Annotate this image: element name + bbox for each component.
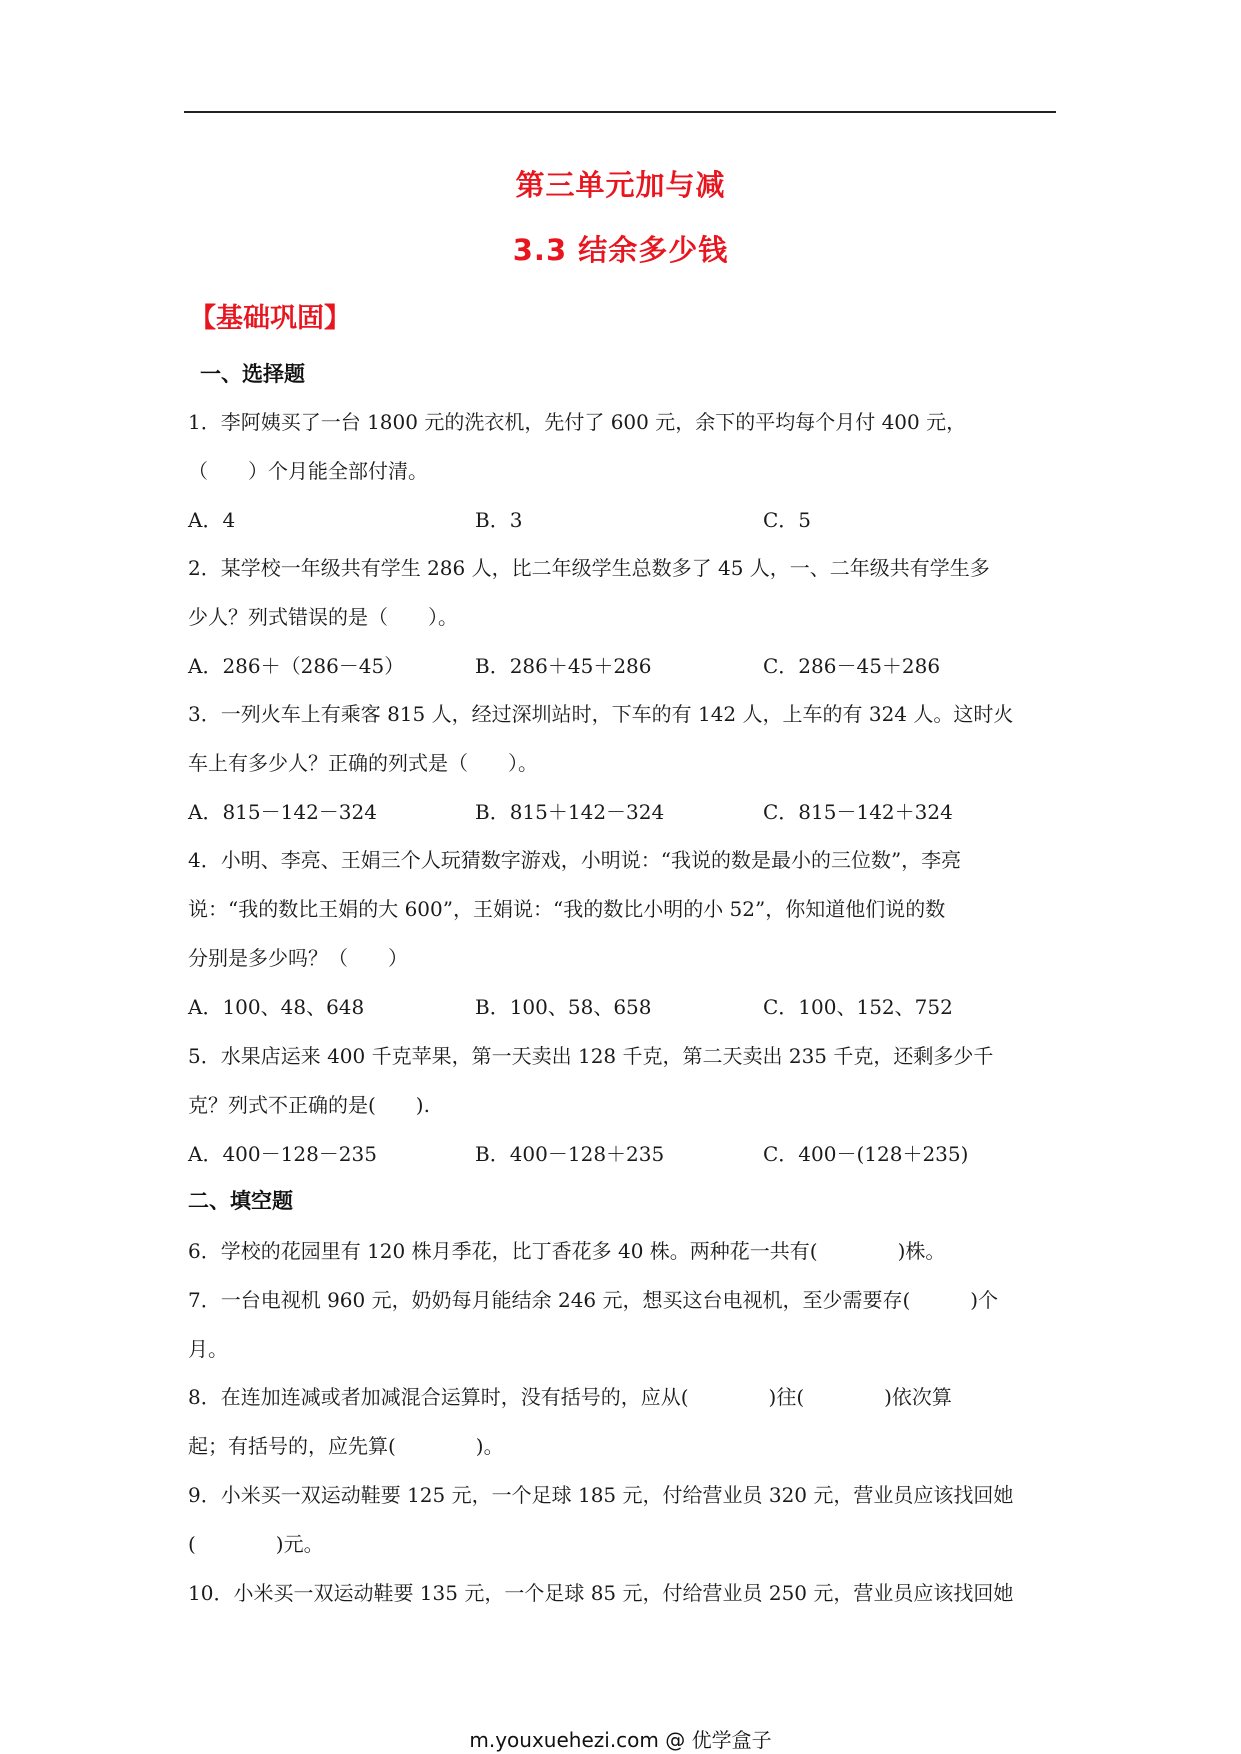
header-rule [184,111,1056,113]
q5-option-c: C．400－(128＋235) [763,1142,969,1166]
q2-line-2: 少人？列式错误的是（ ）。 [188,605,458,629]
q6-line-1: 6．学校的花园里有 120 株月季花，比丁香花多 40 株。两种花一共有( )株。 [188,1239,946,1263]
q3-line-1: 3．一列火车上有乘客 815 人，经过深圳站时，下车的有 142 人，上车的有 324 人。这时火 [188,702,1014,726]
part2-heading: 二、填空题 [188,1189,293,1213]
q1-option-c: C．5 [763,508,812,532]
q1-line-1: 1．李阿姨买了一台 1800 元的洗衣机，先付了 600 元，余下的平均每个月付 400 元， [188,410,967,434]
q7-line-1: 7．一台电视机 960 元，奶奶每月能结余 246 元，想买这台电视机，至少需要存( )个 [188,1288,999,1312]
q9-line-1: 9．小米买一双运动鞋要 125 元，一个足球 185 元，付给营业员 320 元，营业员应该找回她 [188,1483,1014,1507]
q1-option-b: B．3 [475,508,523,532]
q5-option-b: B．400－128＋235 [475,1142,665,1166]
q3-option-a: A．815－142－324 [188,800,377,824]
q5-option-a: A．400－128－235 [188,1142,377,1166]
q4-line-1: 4．小明、李亮、王娟三个人玩猜数字游戏，小明说：“我说的数是最小的三位数”，李亮 [188,848,962,872]
q4-option-c: C．100、152、752 [763,995,953,1019]
q3-option-b: B．815＋142－324 [475,800,665,824]
q5-line-2: 克？列式不正确的是( ). [188,1093,430,1117]
part1-heading: 一、选择题 [200,362,305,386]
section-tag: 【基础巩固】 [189,303,351,334]
q2-line-1: 2．某学校一年级共有学生 286 人，比二年级学生总数多了 45 人，一、二年级共有学生多 [188,556,990,580]
q3-line-2: 车上有多少人？正确的列式是（ ）。 [188,751,538,775]
q7-line-2: 月。 [188,1337,228,1361]
q4-option-b: B．100、58、658 [475,995,652,1019]
q2-option-a: A．286＋（286－45） [188,654,405,678]
q2-option-b: B．286＋45＋286 [475,654,652,678]
q4-option-a: A．100、48、648 [188,995,365,1019]
q4-line-2: 说：“我的数比王娟的大 600”，王娟说：“我的数比小明的小 52”，你知道他们说的数 [188,897,946,921]
q2-option-c: C．286－45＋286 [763,654,941,678]
q10-line-1: 10．小米买一双运动鞋要 135 元，一个足球 85 元，付给营业员 250 元，营业员应该找回她 [188,1581,1014,1605]
lesson-title: 3.3 结余多少钱 [512,233,729,267]
q5-line-1: 5．水果店运来 400 千克苹果，第一天卖出 128 千克，第二天卖出 235 千克，还剩多少千 [188,1044,994,1068]
q3-option-c: C．815－142＋324 [763,800,953,824]
q4-line-3: 分别是多少吗？（ ） [188,946,408,970]
q9-line-2: ( )元。 [188,1532,324,1556]
unit-title: 第三单元加与减 [515,168,726,202]
q8-line-2: 起；有括号的，应先算( )。 [188,1434,504,1458]
q8-line-1: 8．在连加连减或者加减混合运算时，没有括号的，应从( )往( )依次算 [188,1385,952,1409]
q1-line-2: （ ）个月能全部付清。 [188,459,428,483]
footer-watermark: m.youxuehezi.com @ 优学盒子 [469,1728,772,1752]
q1-option-a: A．4 [188,508,236,532]
